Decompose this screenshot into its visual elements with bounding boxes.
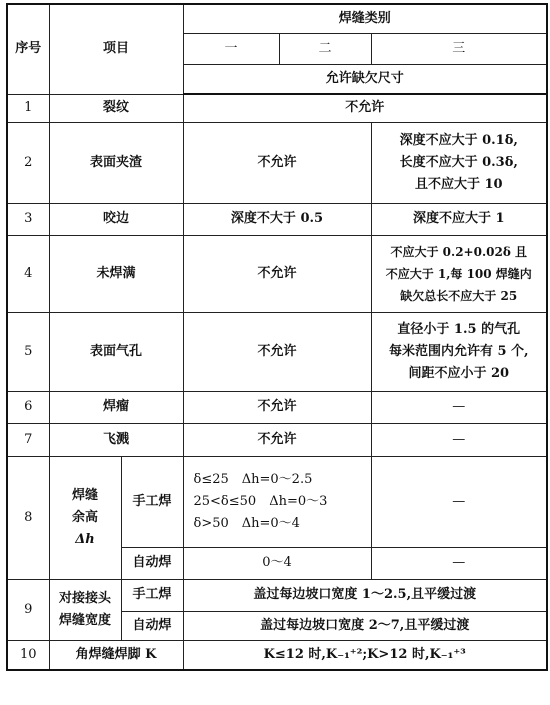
method-manual: 手工焊 bbox=[121, 456, 183, 547]
table-row bbox=[7, 456, 547, 547]
text-line: 缺欠总长不应大于 25 bbox=[400, 288, 518, 303]
method-manual: 手工焊 bbox=[121, 579, 183, 611]
row-index: 9 bbox=[7, 579, 49, 640]
text-line: Δh bbox=[75, 531, 95, 547]
row-index: 8 bbox=[7, 456, 49, 579]
table-row bbox=[7, 312, 547, 391]
row-index: 5 bbox=[7, 312, 49, 391]
row-class3-value: — bbox=[371, 391, 547, 423]
text-line: δ>50 Δh=0～4 bbox=[193, 515, 300, 531]
header-class-1: 一 bbox=[183, 33, 279, 64]
row-index: 4 bbox=[7, 235, 49, 312]
row-item: 咬边 bbox=[49, 203, 183, 235]
row-index: 6 bbox=[7, 391, 49, 423]
text-line: 对接接头 bbox=[58, 590, 111, 606]
row-index: 3 bbox=[7, 203, 49, 235]
text-line: 直径小于 1.5 的气孔 bbox=[397, 321, 521, 337]
row-class12-value: 不允许 bbox=[183, 122, 371, 203]
row-index: 2 bbox=[7, 122, 49, 203]
row-item: 裂纹 bbox=[49, 94, 183, 122]
header-class-2: 二 bbox=[279, 33, 371, 64]
row-class12-value: 不允许 bbox=[183, 235, 371, 312]
text-line: 余高 bbox=[71, 509, 98, 525]
header-class-3: 三 bbox=[371, 33, 547, 64]
row-index: 1 bbox=[7, 94, 49, 122]
text-line: 25<δ≤50 Δh=0～3 bbox=[193, 493, 328, 509]
row-value: 不允许 bbox=[183, 94, 547, 122]
header-allowed-size: 允许缺欠尺寸 bbox=[183, 64, 547, 94]
row-item bbox=[49, 579, 121, 640]
text-line: 不应大于 1,每 100 焊缝内 bbox=[385, 266, 532, 281]
row-class12-value: 不允许 bbox=[183, 312, 371, 391]
weld-defect-table bbox=[6, 3, 548, 671]
table-row bbox=[7, 94, 547, 122]
text-line: 每米范围内允许有 5 个, bbox=[388, 343, 529, 359]
text-line: 不应大于 0.2+0.02δ 且 bbox=[390, 244, 528, 259]
row-value: 盖过每边坡口宽度 1～2.5,且平缓过渡 bbox=[183, 579, 547, 611]
table-row bbox=[7, 122, 547, 203]
text-line: 长度不应大于 0.3δ, bbox=[399, 154, 518, 170]
table-row bbox=[7, 640, 547, 670]
row-value: K≤12 时,K₋₁⁺²;K>12 时,K₋₁⁺³ bbox=[183, 640, 547, 670]
table-row bbox=[7, 391, 547, 423]
table-row bbox=[7, 423, 547, 456]
row-class3-value: — bbox=[371, 456, 547, 547]
row-class12-value bbox=[183, 456, 371, 547]
row-class12-value: 深度不大于 0.5 bbox=[183, 203, 371, 235]
table-row bbox=[7, 203, 547, 235]
row-class12-value: 不允许 bbox=[183, 391, 371, 423]
row-class3-value bbox=[371, 122, 547, 203]
row-class3-value bbox=[371, 312, 547, 391]
row-item: 未焊满 bbox=[49, 235, 183, 312]
row-class12-value: 0～4 bbox=[183, 547, 371, 579]
row-index: 10 bbox=[7, 640, 49, 670]
row-class3-value: — bbox=[371, 423, 547, 456]
text-line: δ≤25 Δh=0～2.5 bbox=[193, 471, 313, 487]
table-row bbox=[7, 235, 547, 312]
row-class3-value: 深度不应大于 1 bbox=[371, 203, 547, 235]
row-item: 表面气孔 bbox=[49, 312, 183, 391]
row-item bbox=[49, 456, 121, 579]
row-index: 7 bbox=[7, 423, 49, 456]
header-item: 项目 bbox=[49, 4, 183, 94]
method-auto: 自动焊 bbox=[121, 611, 183, 640]
row-value: 盖过每边坡口宽度 2～7,且平缓过渡 bbox=[183, 611, 547, 640]
header-index: 序号 bbox=[7, 4, 49, 94]
text-line: 且不应大于 10 bbox=[414, 176, 503, 192]
text-line: 间距不应小于 20 bbox=[408, 365, 510, 381]
row-class12-value: 不允许 bbox=[183, 423, 371, 456]
method-auto: 自动焊 bbox=[121, 547, 183, 579]
text-line: 深度不应大于 0.1δ, bbox=[399, 132, 518, 148]
text-line: 焊缝 bbox=[71, 487, 98, 503]
row-item: 焊瘤 bbox=[49, 391, 183, 423]
row-class3-value bbox=[371, 235, 547, 312]
row-class3-value: — bbox=[371, 547, 547, 579]
header-weld-category: 焊缝类别 bbox=[183, 4, 547, 33]
row-item: 表面夹渣 bbox=[49, 122, 183, 203]
row-item: 角焊缝焊脚 K bbox=[49, 640, 183, 670]
table-row bbox=[7, 579, 547, 611]
text-line: 焊缝宽度 bbox=[58, 612, 111, 628]
row-item: 飞溅 bbox=[49, 423, 183, 456]
